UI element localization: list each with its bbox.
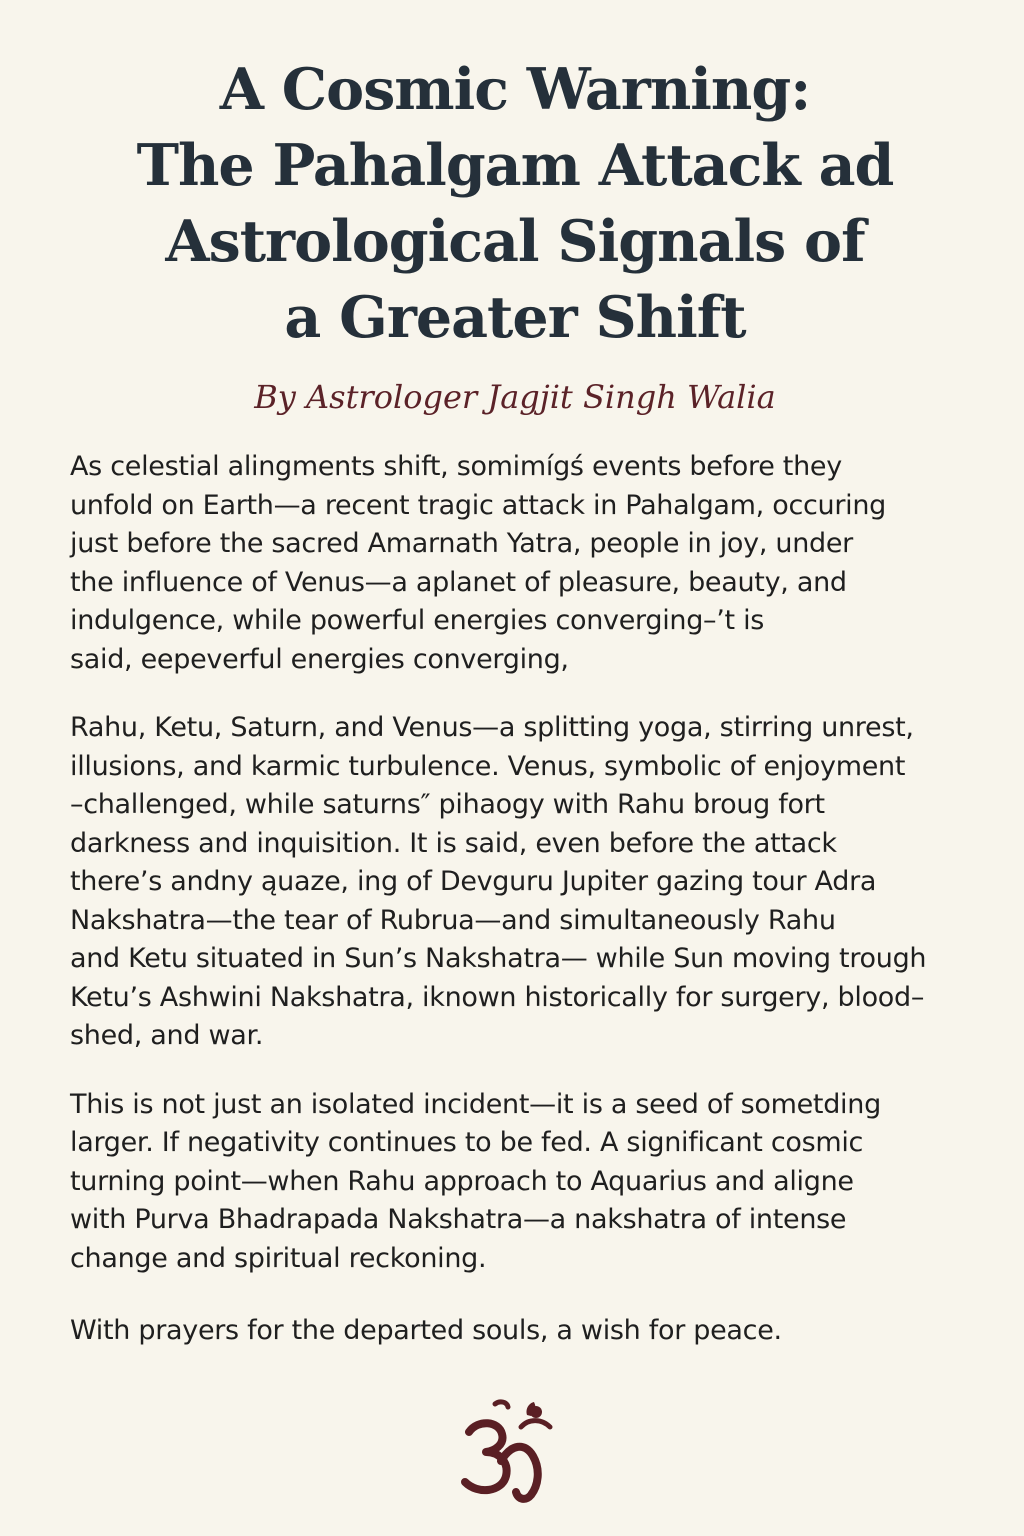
text-line: just before the sacred Amarnath Yatra, people in joy, under: [70, 528, 853, 559]
text-line: –challenged, while saturns″ pihaogy with Rahu broug fort: [70, 789, 825, 820]
text-line: the influence of Venus—a aplanet of pleasure, beauty, and: [70, 566, 847, 598]
article-body: [70, 448, 960, 1351]
text-line: darkness and inquisition. It is said, even before the attack: [70, 827, 837, 859]
text-line: change and spiritual reckoning.: [70, 1242, 487, 1274]
closing-line: With prayers for the departed souls, a wish for peace.: [70, 1315, 782, 1346]
text-line: illusions, and karmic turbulence. Venus, symbolic of enjoyment: [70, 750, 906, 782]
text-line: This is not just an isolated incident—it is a seed of sometding: [70, 1088, 881, 1120]
text-line: unfold on Earth—a recent tragic attack in Pahalgam, occuring: [70, 489, 886, 521]
text-line: shed, and war.: [70, 1020, 264, 1051]
title-line: a Greater Shift: [284, 284, 746, 351]
paragraph-3: [70, 1086, 960, 1279]
text-line: said, eepeverful energies converging,: [70, 643, 569, 675]
title-line: A Cosmic Warning:: [219, 56, 811, 123]
text-line: larger. If negativity continues to be fed. A significant cosmic: [70, 1127, 864, 1158]
text-line: Rahu, Ketu, Saturn, and Venus—a splitting yoga, stirring unrest,: [70, 712, 914, 743]
text-line: Nakshatra—the tear of Rubrua—and simultaneously Rahu: [70, 904, 836, 936]
text-line: turning point—when Rahu approach to Aquarius and aligne: [70, 1165, 854, 1197]
page-title: [70, 52, 960, 356]
text-line: As celestial alingments shift, somimígś events before they: [70, 451, 842, 482]
text-line: indulgence, while powerful energies converging–ʼt is: [70, 605, 765, 636]
paragraph-1: [70, 448, 960, 679]
text-line: and Ketu situated in Sun’s Nakshatra— while Sun moving trough: [70, 943, 927, 974]
text-line: Ketu’s Ashwini Nakshatra, iknown historically for surgery, blood–: [70, 981, 925, 1013]
text-line: there’s andny ąuaze, ing of Devguru Jupiter gazing tour Adra: [70, 866, 877, 897]
title-line: Astrological Signals of: [165, 208, 865, 275]
om-icon: [447, 1384, 567, 1504]
author-byline: By Astrologer Jagjit Singh Walia: [254, 378, 776, 416]
title-line: The Pahalgam Attack ad: [136, 132, 894, 199]
paragraph-2: [70, 709, 960, 1056]
text-line: with Purva Bhadrapada Nakshatra—a nakshatra of intense: [70, 1204, 847, 1235]
